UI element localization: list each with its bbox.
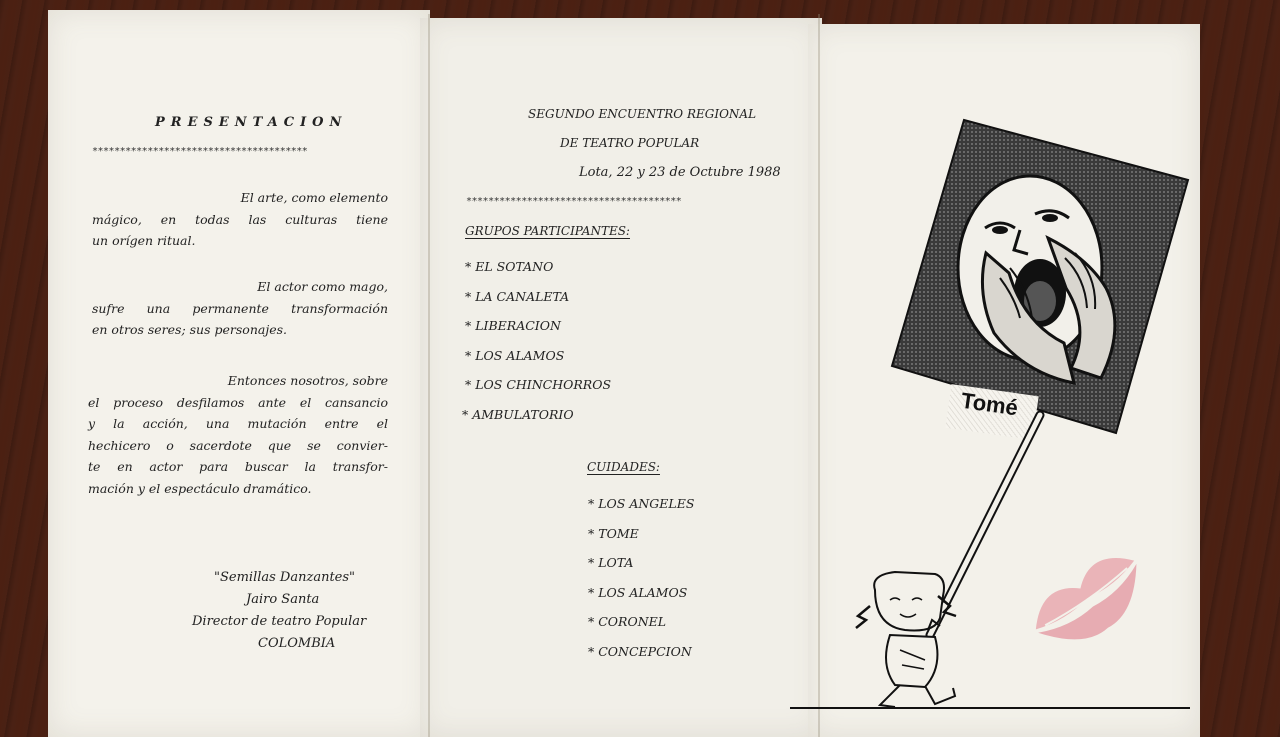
paragraph-2-line: en otros seres; sus personajes.: [92, 322, 287, 337]
paragraph-3: [88, 370, 388, 499]
city-item: * CONCEPCION: [588, 644, 694, 674]
signature-group: "Semillas Danzantes": [214, 570, 356, 585]
paragraph-3-line: el proceso desfilamos ante el cansancio: [88, 394, 388, 410]
paragraph-1: [92, 187, 388, 252]
group-item: * LA CANALETA: [465, 289, 611, 319]
group-item: * LIBERACION: [465, 318, 611, 348]
event-title-line1: SEGUNDO ENCUENTRO REGIONAL: [528, 107, 757, 121]
groups-list: [465, 259, 611, 436]
city-item: * LOS ANGELES: [588, 496, 694, 526]
paragraph-2: [92, 276, 388, 341]
group-item: * EL SOTANO: [465, 259, 611, 289]
ground-line: [790, 707, 1190, 709]
presentation-heading: PRESENTACION: [155, 115, 348, 130]
paragraph-1-line: un orígen ritual.: [92, 233, 196, 248]
fold-line-right: [818, 14, 820, 737]
heading-rule: ***************************************: [92, 146, 308, 157]
event-title-line2: DE TEATRO POPULAR: [560, 136, 700, 150]
signature-country: COLOMBIA: [258, 636, 336, 651]
cities-heading: CUIDADES:: [587, 460, 660, 474]
city-item: * CORONEL: [588, 614, 694, 644]
paragraph-2-line: sufre una permanente transformación: [92, 300, 388, 316]
group-item: * LOS ALAMOS: [465, 348, 611, 378]
fold-line-left: [428, 14, 430, 737]
shouting-face-poster: [890, 118, 1190, 438]
paragraph-3-line: mación y el espectáculo dramático.: [88, 480, 312, 496]
signature-name: Jairo Santa: [246, 592, 320, 607]
paragraph-3-line: Entonces nosotros, sobre: [227, 373, 388, 388]
paragraph-1-line: El arte, como elemento: [240, 190, 388, 205]
event-date: Lota, 22 y 23 de Octubre 1988: [579, 165, 781, 180]
cities-list: [588, 496, 694, 673]
paragraph-3-line: hechicero o sacerdote que se convier-: [88, 437, 388, 453]
signature-role: Director de teatro Popular: [192, 614, 367, 629]
lipstick-kiss-mark: [1015, 525, 1155, 665]
city-item: * TOME: [588, 526, 694, 556]
paragraph-3-line: te en actor para buscar la transfor-: [88, 459, 388, 474]
city-item: * LOTA: [588, 555, 694, 585]
group-item: * LOS CHINCHORROS: [465, 377, 611, 407]
event-rule: ***************************************: [466, 196, 682, 207]
paragraph-3-line: y la acción, una mutación entre el: [88, 416, 388, 431]
sign-label: Tomé: [959, 387, 1020, 421]
group-item: * AMBULATORIO: [462, 407, 611, 437]
paragraph-2-line: El actor como mago,: [257, 279, 388, 294]
groups-heading: GRUPOS PARTICIPANTES:: [465, 224, 630, 238]
paragraph-1-line: mágico, en todas las culturas tiene: [92, 211, 388, 227]
city-item: * LOS ALAMOS: [588, 585, 694, 615]
